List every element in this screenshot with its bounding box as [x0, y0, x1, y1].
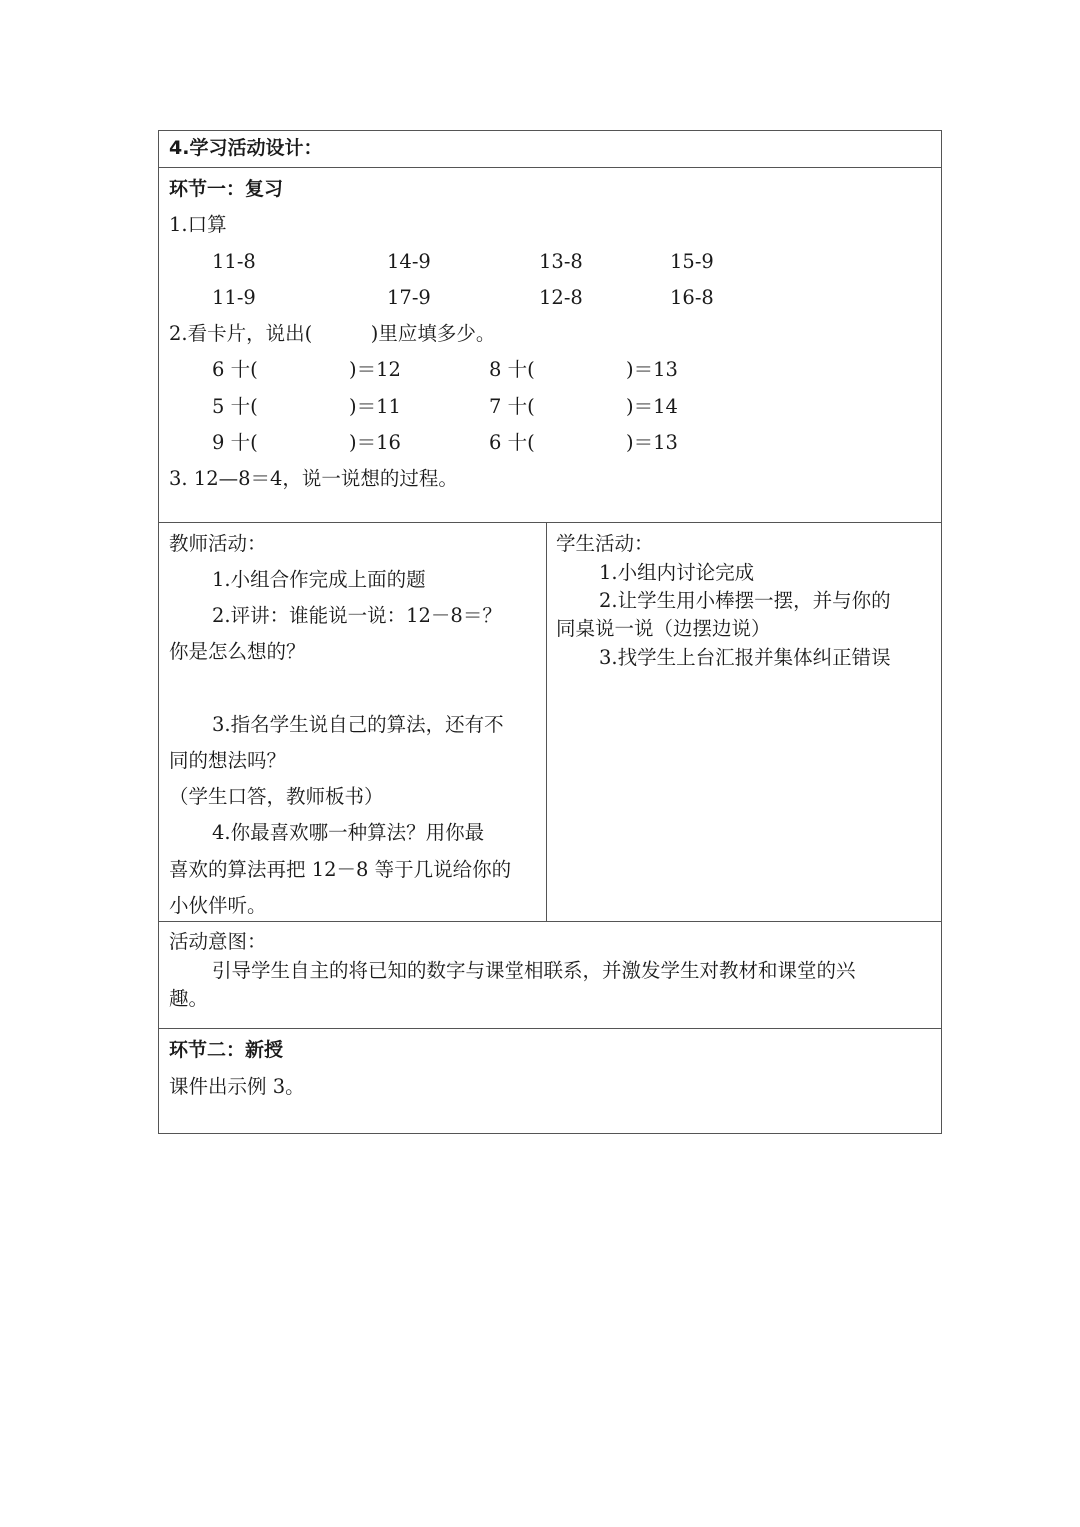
math-item: 12-8 — [539, 286, 583, 309]
fill-blank-start: 6 十( — [489, 431, 535, 454]
fill-blank-start: 9 十( — [212, 431, 258, 454]
mental-math-label: 1.口算 — [169, 213, 227, 236]
student-step: 1.小组内讨论完成 — [599, 561, 755, 584]
row-divider — [159, 1028, 941, 1029]
teacher-step: 小伙伴听。 — [169, 894, 267, 917]
teacher-step: 1.小组合作完成上面的题 — [212, 568, 426, 591]
fill-blank-end: )＝13 — [626, 358, 678, 381]
student-step: 2.让学生用小棒摆一摆，并与你的 — [599, 589, 891, 612]
math-item: 13-8 — [539, 250, 583, 273]
student-step: 同桌说一说（边摆边说） — [556, 617, 771, 640]
student-heading: 学生活动： — [556, 532, 654, 555]
fill-blank-start: 7 十( — [489, 395, 535, 418]
part1-heading: 环节一：复习 — [169, 178, 284, 200]
fill-blank-start: 5 十( — [212, 395, 258, 418]
teacher-step: 2.评讲：谁能说一说：12－8＝？ — [212, 604, 502, 627]
math-item: 11-9 — [212, 286, 256, 309]
fill-blank-start: 6 十( — [212, 358, 258, 381]
part2-text: 课件出示例 3。 — [169, 1075, 305, 1098]
teacher-step: 你是怎么想的？ — [169, 640, 306, 663]
teacher-heading: 教师活动： — [169, 532, 267, 555]
teacher-step: 喜欢的算法再把 12－8 等于几说给你的 — [169, 858, 512, 881]
teacher-step: （学生口答，教师板书） — [169, 785, 384, 808]
math-item: 16-8 — [670, 286, 714, 309]
student-step: 3.找学生上台汇报并集体纠正错误 — [599, 646, 891, 669]
lesson-table — [158, 130, 942, 1134]
fill-blank-end: )＝12 — [349, 358, 401, 381]
math-item: 17-9 — [387, 286, 431, 309]
row-divider — [159, 921, 941, 922]
row-divider — [159, 167, 941, 168]
fill-blank-end: )＝13 — [626, 431, 678, 454]
intent-heading: 活动意图： — [169, 930, 267, 953]
teacher-step: 4.你最喜欢哪一种算法？用你最 — [212, 821, 485, 844]
math-item: 14-9 — [387, 250, 431, 273]
intent-text: 趣。 — [169, 987, 209, 1010]
fill-blank-end: )＝14 — [626, 395, 678, 418]
teacher-step: 同的想法吗？ — [169, 749, 287, 772]
intent-text: 引导学生自主的将已知的数字与课堂相联系，并激发学生对教材和课堂的兴 — [212, 959, 856, 982]
fill-blank-start: 8 十( — [489, 358, 535, 381]
card-question: 2.看卡片，说出( )里应填多少。 — [169, 322, 496, 345]
fill-blank-end: )＝11 — [349, 395, 401, 418]
math-item: 11-8 — [212, 250, 256, 273]
column-divider — [546, 522, 547, 921]
fill-blank-end: )＝16 — [349, 431, 401, 454]
teacher-step: 3.指名学生说自己的算法，还有不 — [212, 713, 504, 736]
row-divider — [159, 522, 941, 523]
section-title: 4.学习活动设计： — [169, 137, 323, 159]
part2-heading: 环节二：新授 — [169, 1039, 284, 1061]
process-question: 3. 12—8＝4，说一说想的过程。 — [169, 467, 458, 490]
math-item: 15-9 — [670, 250, 714, 273]
